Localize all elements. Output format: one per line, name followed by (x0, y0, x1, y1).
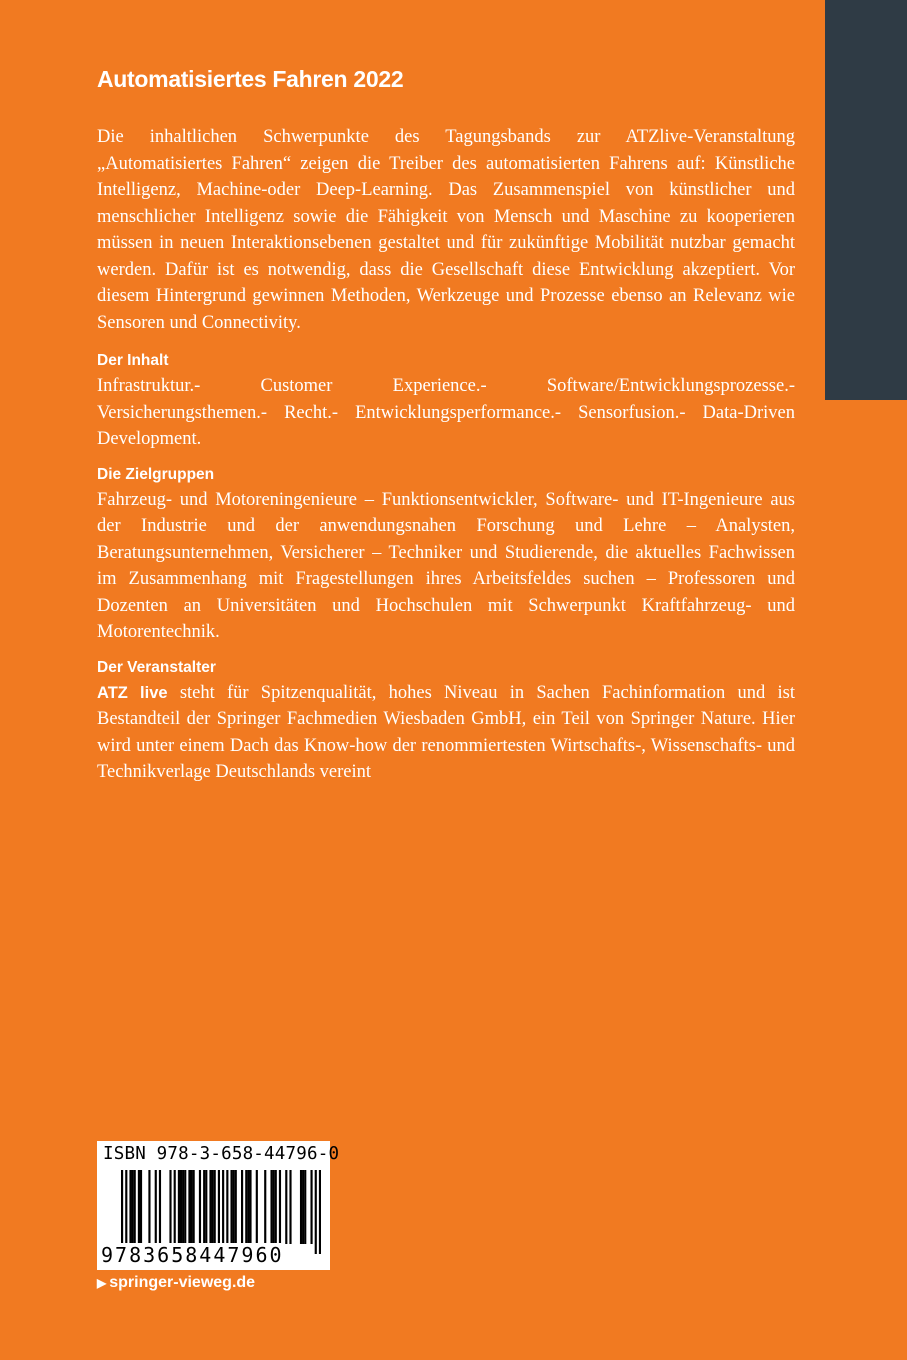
barcode-bar (214, 1170, 216, 1244)
barcode-bar (264, 1170, 266, 1244)
barcode-bar (249, 1170, 251, 1244)
barcode-digits (101, 1243, 325, 1267)
intro-paragraph: Die inhaltlichen Schwerpunkte des Tagungsbands zur ATZlive-Veranstaltung „Automatisiertes Fahren“ zeigen die Treiber des automatisierten Fahrens auf: Künstliche Intelligenz, Machine-oder Deep-Learning. Das Zusammenspiel von künstlicher und menschlicher Intelligenz sowie die Fähigkeit von Mensch und Maschine zu kooperieren müssen in neuen Interaktionsebenen gestaltet und für zukünftige Mobilität nutzbar gemacht werden. Dafür ist es notwendig, dass die Gesellschaft diese Entwicklung akzeptiert. Vor diesem Hintergrund gewinnen Methoden, Werkzeuge und Prozesse ebenso an Relevanz wie Sensoren und Connectivity. (97, 127, 795, 333)
barcode-bar (300, 1170, 302, 1244)
section-heading-veranstalter: Der Veranstalter (97, 658, 216, 676)
barcode-bar (315, 1170, 317, 1254)
dark-spine-strip (825, 0, 907, 400)
isbn-barcode (97, 1141, 340, 1270)
barcode-bar (121, 1170, 123, 1254)
barcode-bar (129, 1170, 131, 1244)
publisher-url[interactable] (97, 1274, 255, 1292)
barcode-bar (256, 1170, 258, 1244)
barcode-bars (121, 1170, 321, 1254)
barcode-bar (289, 1170, 291, 1244)
barcode-bar (230, 1170, 232, 1244)
barcode-bar (182, 1170, 184, 1244)
book-title: Automatisiertes Fahren 2022 (97, 66, 404, 92)
barcode-bar (233, 1170, 235, 1244)
barcode-bar (178, 1170, 180, 1244)
barcode-bar (247, 1170, 249, 1244)
organizer-brand: ATZ live (97, 683, 168, 702)
barcode-bar (188, 1170, 190, 1244)
section-text-veranstalter (97, 680, 795, 786)
barcode-bar (155, 1170, 157, 1244)
section-heading-zielgruppen: Die Zielgruppen (97, 465, 215, 483)
back-cover-content (97, 60, 795, 786)
barcode-bar (184, 1170, 186, 1244)
barcode-bar (174, 1170, 176, 1244)
section-text-inhalt: Infrastruktur.- Customer Experience.- Software/Entwicklungsprozesse.- Versicherungsthemen.- Recht.- Entwicklungsperformance.- Sensorfusion.- Data-Driven Development. (97, 376, 795, 449)
barcode-bar (148, 1170, 150, 1244)
barcode-bar (235, 1170, 237, 1244)
barcode-bar (125, 1170, 127, 1254)
barcode-bar (190, 1170, 192, 1244)
barcode-bar (285, 1170, 287, 1244)
triangle-right-icon: ▶ (97, 1276, 107, 1290)
barcode-bar (203, 1170, 205, 1244)
section-heading-inhalt: Der Inhalt (97, 352, 169, 369)
barcode-bar (302, 1170, 304, 1244)
barcode-bar (169, 1170, 171, 1244)
barcode-bar (310, 1170, 312, 1244)
barcode-bar (159, 1170, 161, 1244)
barcode-bar (226, 1170, 228, 1244)
barcode-bar (134, 1170, 136, 1244)
barcode-bar (209, 1170, 211, 1244)
section-inhalt (97, 351, 795, 453)
barcode-bar (273, 1170, 275, 1244)
barcode-bar (205, 1170, 207, 1244)
barcode-bar (241, 1170, 243, 1244)
barcode-digits-text: 9783658447960 (101, 1243, 284, 1267)
barcode-bar (222, 1170, 224, 1254)
barcode-bar (279, 1170, 281, 1244)
barcode-bar (319, 1170, 321, 1254)
barcode-bar (199, 1170, 201, 1244)
isbn-label: ISBN 978-3-658-44796-0 (103, 1144, 340, 1164)
barcode-bar (193, 1170, 195, 1244)
barcode-bar (245, 1170, 247, 1244)
barcode-bar (218, 1170, 220, 1254)
section-veranstalter (97, 658, 795, 786)
barcode-bar (180, 1170, 182, 1244)
section-zielgruppen (97, 465, 795, 646)
barcode-bar (132, 1170, 134, 1244)
organizer-description: steht für Spitzenqualität, hohes Niveau in Sachen Fachinformation und ist Bestandteil der Springer Fachmedien Wiesbaden GmbH, ein Teil von Springer Nature. Hier wird unter einem Dach das Know-how der renommiertesten Wirtschafts-, Wissenschafts- und Technikverlage Deutschlands vereint (97, 682, 795, 782)
barcode-bar (212, 1170, 214, 1244)
barcode-bar (138, 1170, 140, 1244)
barcode-bar (304, 1170, 306, 1244)
barcode-bar (140, 1170, 142, 1244)
section-text-zielgruppen: Fahrzeug- und Motoreningenieure – Funktionsentwickler, Software- und IT-Ingenieure aus der Industrie und der anwendungsnahen Forschung und Lehre – Analysten, Beratungsunternehmen, Versicherer – Techniker und Studierende, die aktuelles Fachwissen im Zusammenhang mit Fragestellungen ihres Arbeitsfeldes suchen – Professoren und Dozenten an Universitäten und Hochschulen mit Schwerpunkt Kraftfahrzeug- und Motorentechnik. (97, 489, 795, 642)
barcode-bar (270, 1170, 272, 1244)
publisher-url-text: springer-vieweg.de (109, 1274, 256, 1291)
barcode-bar (275, 1170, 277, 1244)
